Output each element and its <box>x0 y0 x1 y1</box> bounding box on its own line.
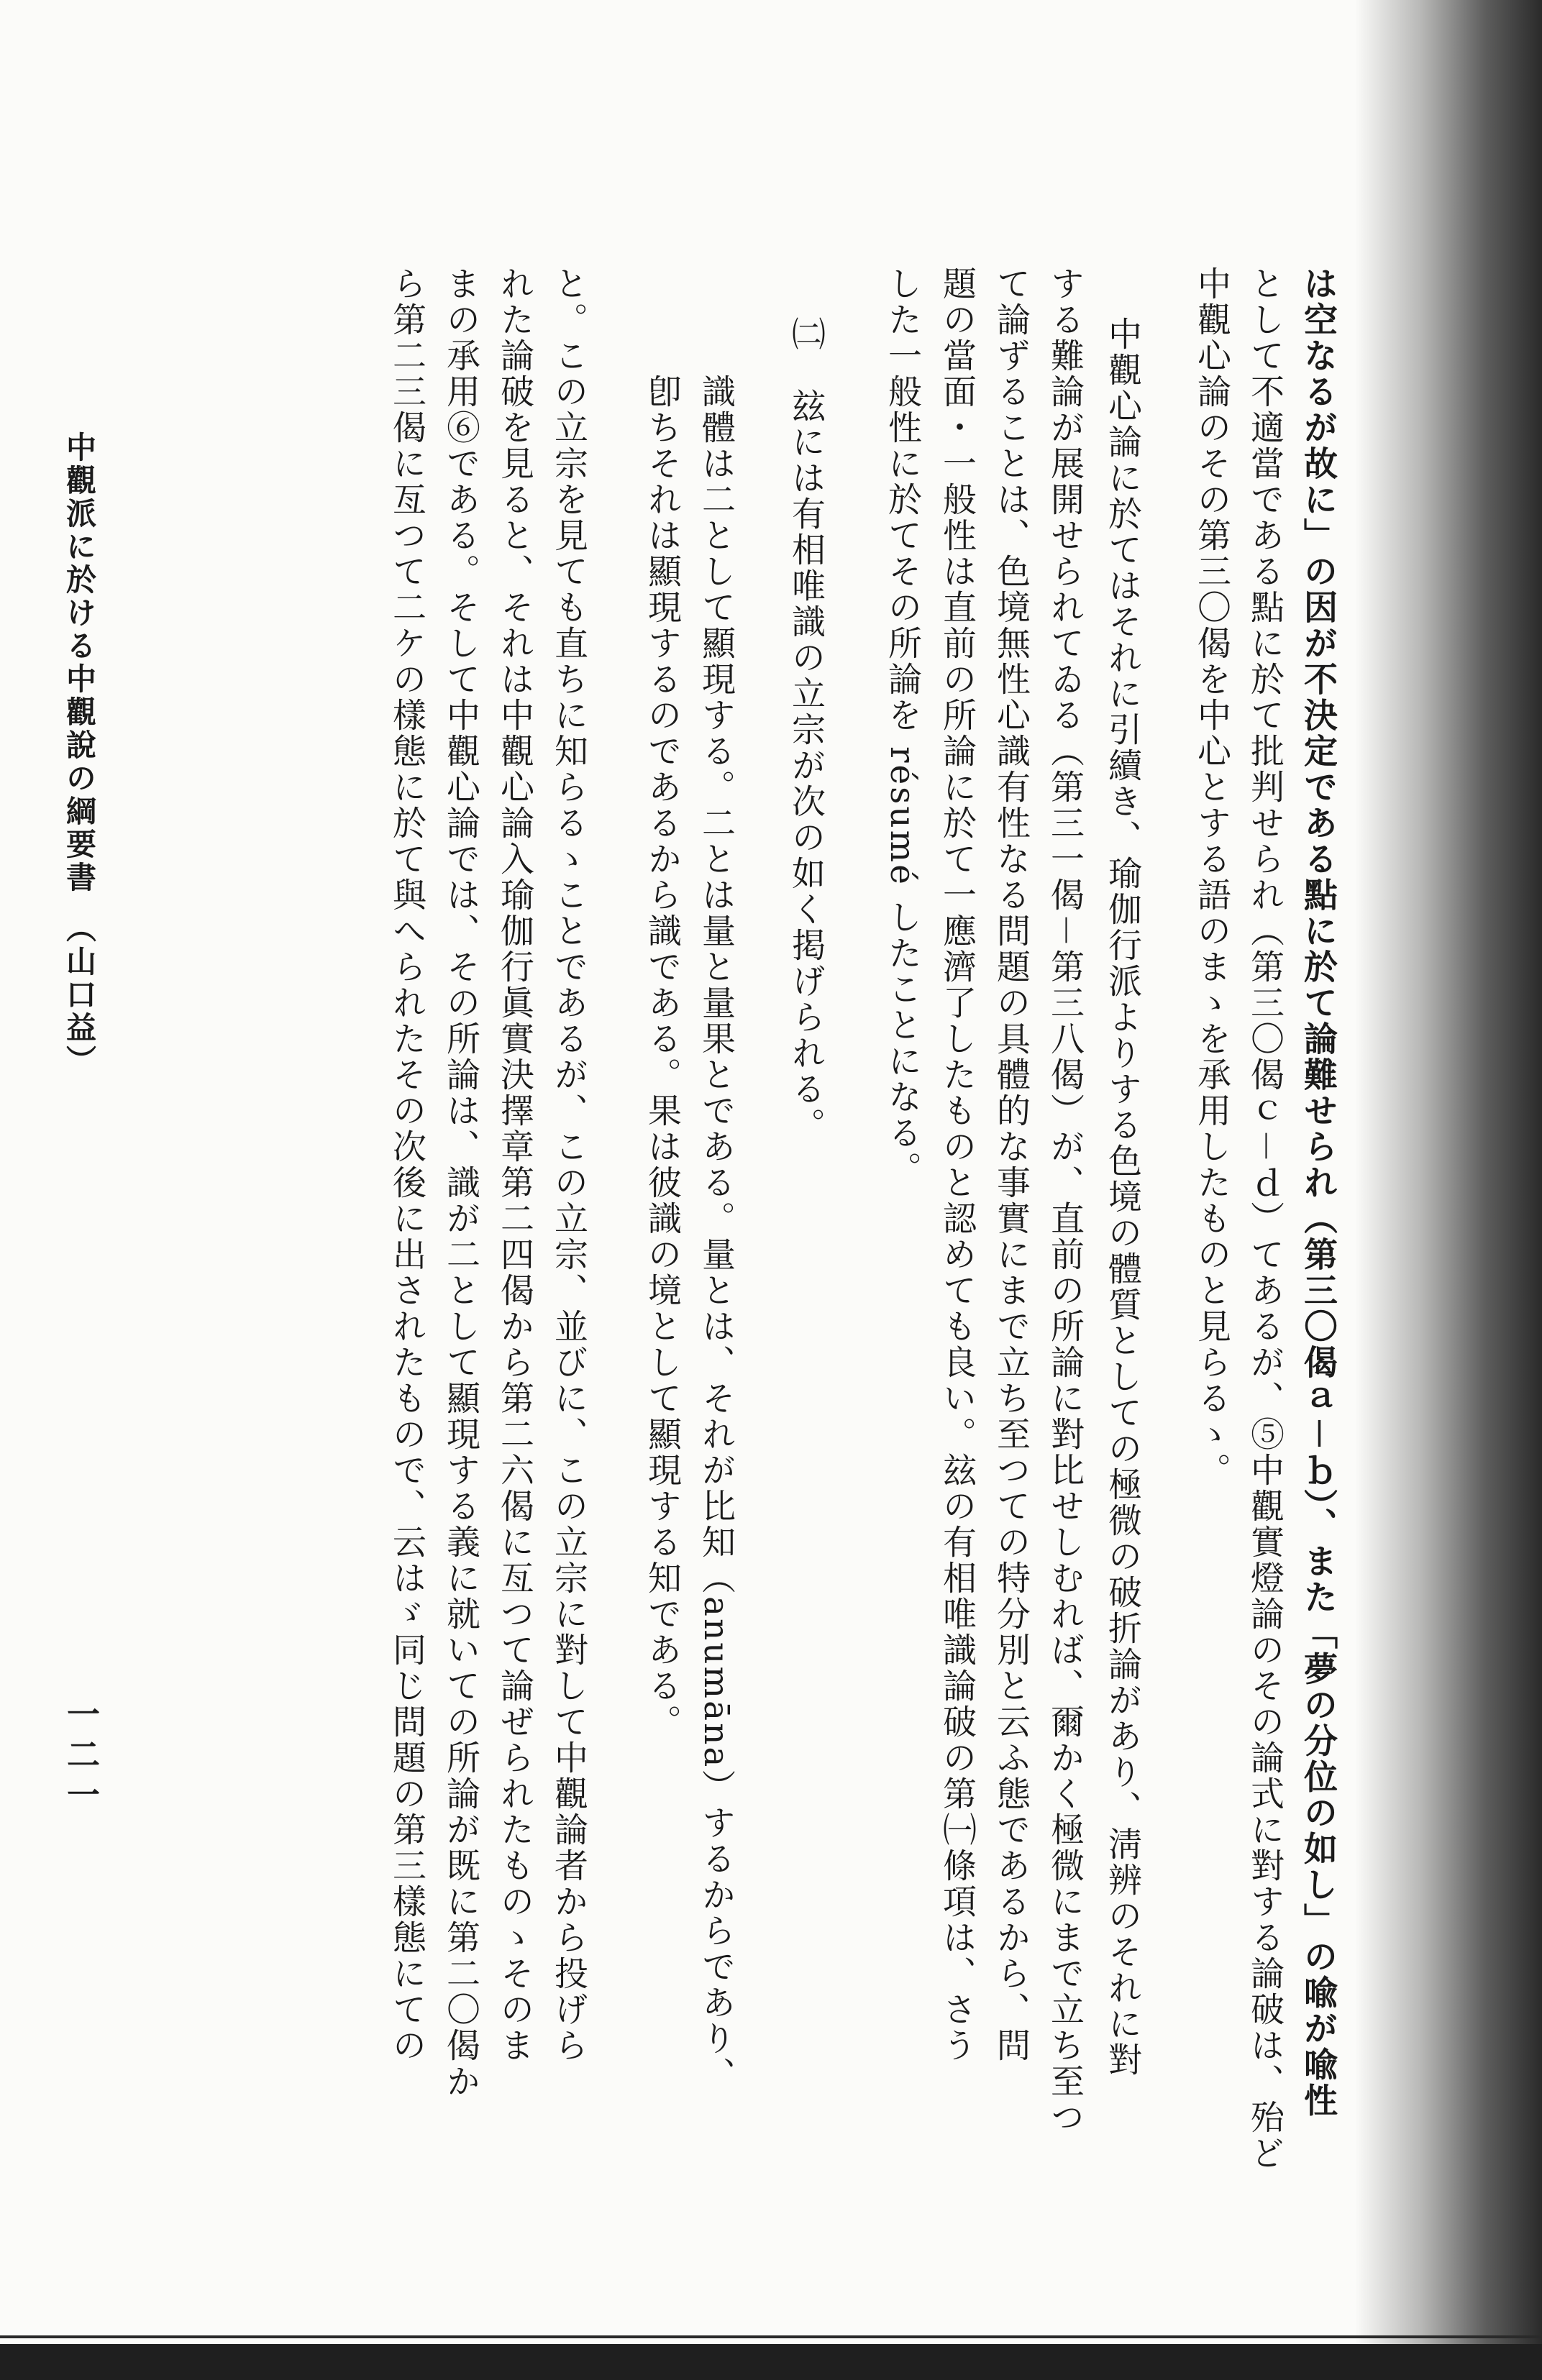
quote-line-1: 識體は二として顯現する。二とは量と量果とである。量とは、それが比知（anumāna）するからであり、 <box>696 374 736 2093</box>
bottom-rule <box>0 2335 1542 2338</box>
text-line-7: 題の當面・一般性は直前の所論に於て一應濟了したものと認めても良い。玆の有相唯識論破の第㈠條項は、さう <box>937 266 977 2064</box>
page-number: 一二一 <box>62 1697 101 1818</box>
text-line-2: として不適當である點に於て批判せられ（第三〇偈ｃ－ｄ）てあるが、⑤中觀實燈論のその論式に對する論破は、殆ど <box>1245 266 1285 2171</box>
text-line-4: 中觀心論に於てはそれに引續き、瑜伽行派よりする色境の體質としての極微の破折論があり、淸辨のそれに對 <box>1103 316 1142 2078</box>
scan-edge-shadow <box>1355 0 1542 2380</box>
text-line-3: 中觀心論のその第三〇偈を中心とする語のまゝを承用したものと見らるゝ。 <box>1192 266 1231 1488</box>
text-line-9: と。この立宗を見ても直ちに知らるゝことであるが、この立宗、並びに、この立宗に對して中觀論者から投げら <box>549 266 588 2064</box>
text-line-11: まの承用⑥である。そして中觀心論では、その所論は、識が二として顯現する義に就いての所論が既に第二〇偈か <box>441 266 480 2100</box>
text-line-12: ら第二三偈に亙つて二ケの樣態に於て與へられたその次後に出されたもので、云はゞ同じ問題の第三樣態にての <box>387 266 426 2064</box>
quote-line-2: 卽ちそれは顯現するのであるから識である。果は彼識の境として顯現する知である。 <box>642 374 682 1740</box>
text-line-10: れた論破を見ると、それは中觀心論入瑜伽行眞實決擇章第二四偈から第二六偈に亙つて論ぜられたものゝそのま <box>495 266 534 2064</box>
text-line-8: した一般性に於てその所論を résumé したことになる。 <box>882 266 922 1187</box>
scan-bottom-band <box>0 2344 1542 2380</box>
text-line-6: て論ずることは、色境無性心識有性なる問題の具體的な事實にまで立ち至つての特分別と云ふ態であるから、問 <box>991 266 1031 2064</box>
text-line-1: は空なるが故に」の因が不決定である點に於て論難せられ（第三〇偈ａ－ｂ）、また「夢の分位の如し」の喩が喩性 <box>1298 266 1338 2119</box>
section-heading-2: ㈡ 玆には有相唯識の立宗が次の如く掲げられる。 <box>786 316 826 1143</box>
running-title: 中觀派に於ける中觀說の綱要書 （山口益） <box>62 431 97 1078</box>
text-line-5: する難論が展開せられてゐる（第三一偈－第三八偈）が、直前の所論に對比せしむれば、爾かく極微にまで立ち至つ <box>1045 266 1085 2136</box>
